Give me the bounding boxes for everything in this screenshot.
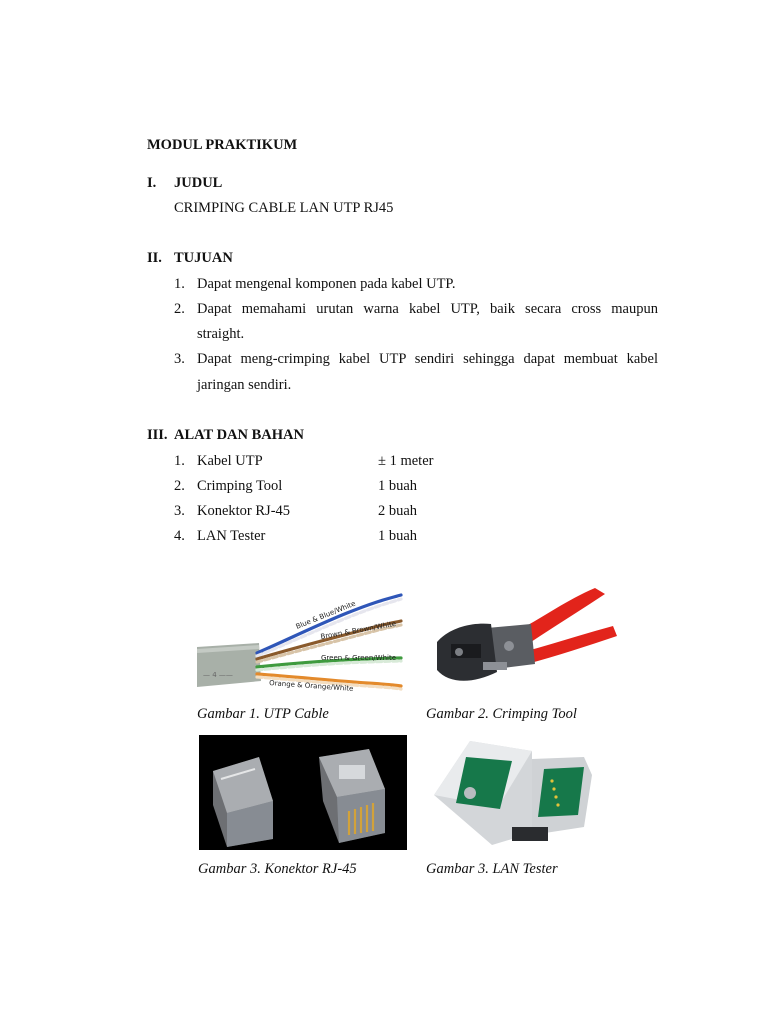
section-1-number: I. — [147, 175, 157, 191]
list-item-line: jaringan sendiri. — [197, 377, 292, 393]
material-name: Konektor RJ-45 — [197, 503, 291, 519]
material-name: LAN Tester — [197, 528, 266, 544]
list-item-line: straight. — [197, 326, 245, 342]
section-3-number: III. — [147, 427, 168, 443]
list-item-line: Dapat mengenal komponen pada kabel UTP. — [197, 276, 456, 292]
material-name: Kabel UTP — [197, 453, 263, 469]
rj45-connector-image — [199, 735, 407, 850]
material-quantity: ± 1 meter — [378, 453, 434, 469]
cable-label: Orange & Orange/White — [268, 679, 354, 693]
figure-caption: Gambar 2. Crimping Tool — [426, 706, 577, 722]
list-number: 1. — [174, 453, 185, 469]
section-2-number: II. — [147, 250, 162, 266]
list-number: 3. — [174, 351, 185, 367]
material-quantity: 1 buah — [378, 528, 418, 544]
crimping-tool-image — [427, 580, 623, 700]
list-item-line: Dapat meng-crimping kabel UTP sendiri sehingga dapat membuat kabel — [197, 351, 658, 367]
list-item-line: Dapat memahami urutan warna kabel UTP, baik secara cross maupun — [197, 301, 658, 317]
list-number: 4. — [174, 528, 185, 544]
cable-label: Brown & Brown/White — [319, 619, 397, 641]
list-number: 1. — [174, 276, 185, 292]
lan-tester-image — [428, 735, 596, 853]
list-number: 3. — [174, 503, 185, 519]
section-1-heading: JUDUL — [174, 175, 223, 191]
section-2-heading: TUJUAN — [174, 250, 233, 266]
cable-label: Green & Green/White — [321, 654, 397, 662]
figure-caption: Gambar 3. LAN Tester — [426, 861, 558, 877]
section-3-heading: ALAT DAN BAHAN — [174, 427, 304, 443]
document-title: MODUL PRAKTIKUM — [147, 137, 298, 153]
material-quantity: 2 buah — [378, 503, 418, 519]
cable-label: Blue & Blue/White — [294, 599, 357, 631]
material-quantity: 1 buah — [378, 478, 418, 494]
section-1-text: CRIMPING CABLE LAN UTP RJ45 — [174, 200, 394, 216]
material-name: Crimping Tool — [197, 478, 283, 494]
utp-cable-image — [197, 585, 403, 697]
figure-caption: Gambar 1. UTP Cable — [197, 706, 329, 722]
list-number: 2. — [174, 301, 185, 317]
figure-caption: Gambar 3. Konektor RJ-45 — [198, 861, 357, 877]
svg-text:— 4 ——: — 4 —— — [203, 671, 233, 679]
list-number: 2. — [174, 478, 185, 494]
